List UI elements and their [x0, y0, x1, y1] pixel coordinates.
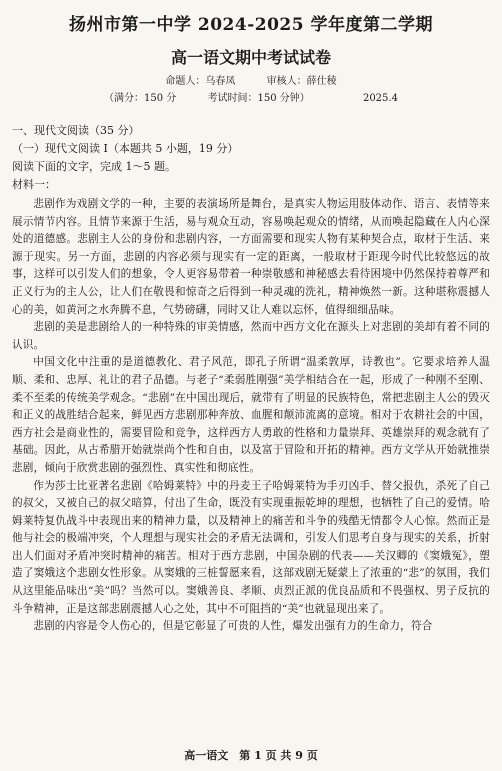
score-label: （满分：150 分 — [104, 93, 177, 104]
paragraph-4: 作为莎士比亚著名悲剧《哈姆莱特》中的丹麦王子哈姆莱特为手刃凶手、替父报仇，杀死了自己的叔父，又被自己的叔父暗算，付出了生命，既没有实现重振乾坤的理想，也牺牲了自己的爱情。哈姆莱特复仇战斗中表现出来的精神力量，以及精神上的痛苦和斗争的残酷无情都令人心惊。然而正是他与社会的极端冲突，个人理想与现实社会的矛盾无法调和，引发人们思考自身与现实的关系，折射出人们面对矛盾冲突时精神的痛苦。相对于西方悲剧，中国杂剧的代表——关汉卿的《窦娥冤》，塑造了窦娥这个悲剧女性形象。从窦娥的三桩誓愿来看，这部戏剧无疑蒙上了浓重的“悲”的氛围，我们从这里能品味出“美”吗？当然可以。窦娥善良、孝顺、贞烈正派的优良品质和不畏强权、男子反抗的斗争精神，正是这部悲剧震撼人心之处，其中不可阻挡的“美”也就显现出来了。 — [12, 479, 490, 615]
paragraph-3: 中国文化中注重的是道德教化、君子风范，即孔子所谓“温柔敦厚，诗教也”。它要求培养人温顺、柔和、忠厚、礼让的君子品德。与老子“柔弱胜刚强”美学相结合在一起，形成了一种刚不至刚、柔不至柔的传统美学观念。“悲剧”在中国出现后，就带有了明显的民族特色，常把悲剧主人公的毁灭和正义的战胜结合起来，鲜见西方悲剧那种奔放、血腥和颠沛流离的意境。相对于农耕社会的中国，西方社会是商业性的，需要冒险和竞争，这样西方人勇敢的性格和力量崇拜、英雄崇拜的观念就有了基础。因此，从古希腊开始就崇尚个性和自由，以及富于冒险和开拓的精神。西方文学从开始就推崇悲剧，倾向于欣赏悲剧的强烈性、真实性和彻底性。 — [12, 356, 490, 474]
exam-title: 高一语文期中考试试卷 — [170, 48, 331, 67]
paragraph-5: 悲剧的内容是令人伤心的，但是它彰显了可贵的人性，爆发出强有力的生命力，符合 — [33, 620, 433, 633]
section-heading: 一、现代文阅读（35 分） — [12, 124, 140, 137]
authors-row — [12, 72, 490, 87]
paragraph-2: 悲剧的美是悲剧给人的一种特殊的审美情感，然而中西方文化在源头上对悲剧的美却有着不同的认识。 — [12, 321, 490, 351]
page-footer: 高一语文 第 1 页 共 9 页 — [184, 749, 318, 762]
reviewer-label: 审核人：薛仕稜 — [266, 76, 337, 87]
school-title: 扬州市第一中学 2024-2025 学年度第二学期 — [68, 15, 434, 35]
instruction-text: 阅读下面的文字，完成 1～5 题。 — [12, 160, 176, 173]
exam-date: 2025.4 — [362, 93, 398, 104]
paragraph-1: 悲剧作为戏剧文学的一种，主要的表演场所是舞台，是真实人物运用肢体动作、语言、表情等来展示情节内容。且情节来源于生活，易与观众互动，容易唤起观众的情绪，从而唤起隐藏在人内心深处的道德感。悲剧主人公的身份和悲剧内容，一方面需要和现实人物有某种契合点，取材于生活、来源于现实。另一方面，悲剧的内容必须与现实有一定的距离，一般取材于距现今时代比较悠远的故事，这样可以引发人们的想象，令人更容易带着一种崇敬感和神秘感去看待困境中仍然保持着尊严和正义行为的主人公，让人们在敬畏和惊奇之后得到一种灵魂的洗礼，精神焕然一新。这种堪称震撼人心的美，如黄河之水奔腾不息，气势磅礴，同时又让人难以忘怀，值得细细品味。 — [12, 198, 490, 316]
duration-label: 考试时间：150 分钟） — [207, 93, 310, 104]
subsection-heading: （一）现代文阅读 I（本题共 5 小题，19 分） — [12, 142, 239, 155]
author-label: 命题人：乌春凤 — [165, 76, 236, 87]
material-label: 材料一： — [12, 178, 56, 191]
exam-info-row — [12, 89, 490, 104]
